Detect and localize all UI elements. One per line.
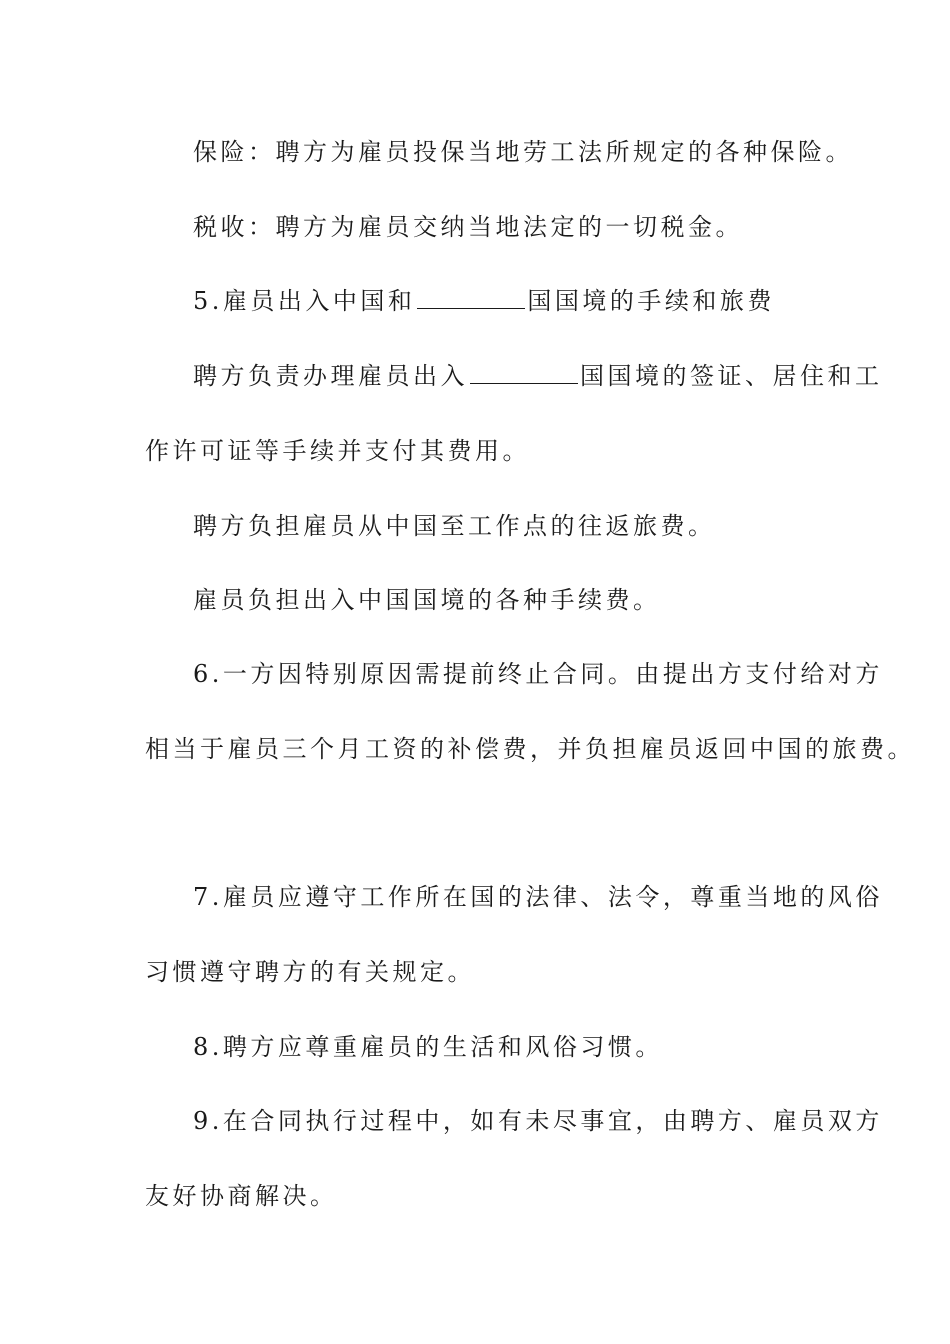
paragraph-visa-continued: 作许可证等手续并支付其费用。 <box>145 437 530 465</box>
paragraph-tax: 税收：聘方为雇员交纳当地法定的一切税金。 <box>193 213 743 241</box>
paragraph-visa-after: 国国境的签证、居住和工 <box>580 362 883 390</box>
clause-9-line-2: 友好协商解决。 <box>145 1182 338 1210</box>
paragraph-visa-before: 聘方负责办理雇员出入 <box>193 362 468 390</box>
paragraph-insurance: 保险：聘方为雇员投保当地劳工法所规定的各种保险。 <box>193 138 853 166</box>
clause-6-line-1: 6.一方因特别原因需提前终止合同。由提出方支付给对方 <box>193 660 883 688</box>
country-blank-1[interactable] <box>417 286 525 309</box>
clause-6-line-2: 相当于雇员三个月工资的补偿费，并负担雇员返回中国的旅费。 <box>145 735 915 763</box>
paragraph-visa <box>193 361 883 391</box>
paragraph-fees: 雇员负担出入中国国境的各种手续费。 <box>193 586 661 614</box>
clause-8: 8.聘方应尊重雇员的生活和风俗习惯。 <box>193 1033 663 1061</box>
clause-5-text-after: 国国境的手续和旅费 <box>527 287 775 315</box>
paragraph-travel-expense: 聘方负担雇员从中国至工作点的往返旅费。 <box>193 512 716 540</box>
clause-7-line-2: 习惯遵守聘方的有关规定。 <box>145 958 475 986</box>
clause-5-text-before: 5.雇员出入中国和 <box>193 287 416 315</box>
clause-5-heading <box>193 286 775 316</box>
clause-9-line-1: 9.在合同执行过程中，如有未尽事宜，由聘方、雇员双方 <box>193 1107 883 1135</box>
clause-7-line-1: 7.雇员应遵守工作所在国的法律、法令，尊重当地的风俗 <box>193 883 883 911</box>
country-blank-2[interactable] <box>470 361 578 384</box>
